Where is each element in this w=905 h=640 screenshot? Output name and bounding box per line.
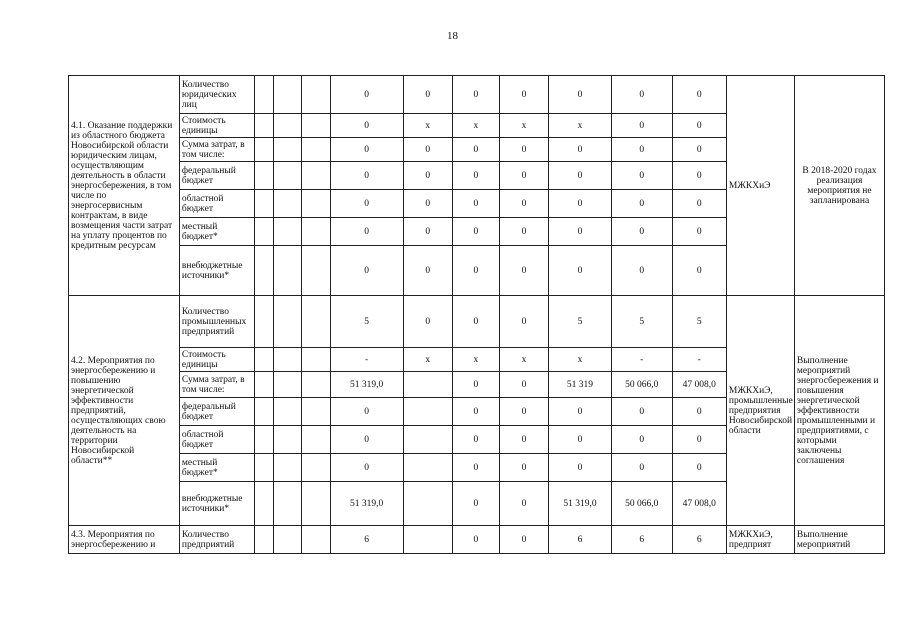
value-cell: - [611, 348, 672, 372]
value-cell: 0 [499, 76, 548, 114]
value-cell: 0 [330, 138, 403, 162]
empty-cell [274, 482, 302, 526]
value-cell: 0 [452, 454, 499, 482]
value-cell: 0 [611, 426, 672, 454]
value-cell: 0 [403, 246, 452, 296]
value-cell: 0 [330, 76, 403, 114]
empty-cell [302, 190, 330, 218]
empty-cell [255, 76, 274, 114]
value-cell: 0 [499, 190, 548, 218]
value-cell: х [403, 348, 452, 372]
value-cell: 0 [499, 246, 548, 296]
value-cell: 0 [549, 398, 612, 426]
empty-cell [274, 296, 302, 348]
value-cell: 50 066,0 [611, 372, 672, 398]
table-row [69, 76, 885, 114]
page-number: 18 [447, 30, 458, 42]
value-cell: 0 [403, 76, 452, 114]
value-cell: 5 [330, 296, 403, 348]
value-cell: 0 [611, 218, 672, 246]
empty-cell [302, 454, 330, 482]
indicator-name: Количество предприятий [179, 526, 254, 554]
indicator-name: местный бюджет* [179, 218, 254, 246]
responsible-organization: МЖКХиЭ, предприят [726, 526, 794, 554]
empty-cell [255, 482, 274, 526]
empty-cell [255, 114, 274, 138]
value-cell: 0 [452, 398, 499, 426]
table-row [69, 296, 885, 348]
value-cell: 0 [549, 190, 612, 218]
empty-cell [274, 114, 302, 138]
expected-result: Выполнение мероприятий энергосбережения и повышения энергетической эффективности промышленными и предприятиями, с которыми заключены соглашения [794, 296, 884, 526]
indicator-name: внебюджетные источники* [179, 482, 254, 526]
value-cell: 51 319,0 [549, 482, 612, 526]
indicator-name: местный бюджет* [179, 454, 254, 482]
value-cell: 6 [549, 526, 612, 554]
value-cell: 0 [672, 76, 726, 114]
value-cell: - [672, 348, 726, 372]
value-cell: 0 [403, 138, 452, 162]
value-cell: 0 [452, 138, 499, 162]
empty-cell [255, 138, 274, 162]
value-cell: 0 [330, 190, 403, 218]
indicator-name: областной бюджет [179, 426, 254, 454]
value-cell: 0 [611, 398, 672, 426]
value-cell: 0 [452, 526, 499, 554]
value-cell: 0 [672, 190, 726, 218]
value-cell [403, 454, 452, 482]
value-cell: 0 [330, 218, 403, 246]
value-cell: 0 [672, 398, 726, 426]
value-cell: 0 [330, 246, 403, 296]
empty-cell [274, 138, 302, 162]
value-cell: 0 [672, 114, 726, 138]
empty-cell [274, 218, 302, 246]
value-cell: 50 066,0 [611, 482, 672, 526]
empty-cell [255, 426, 274, 454]
value-cell: - [330, 348, 403, 372]
value-cell: 0 [549, 454, 612, 482]
empty-cell [302, 426, 330, 454]
empty-cell [274, 526, 302, 554]
table-row [69, 526, 885, 554]
empty-cell [274, 426, 302, 454]
empty-cell [255, 398, 274, 426]
empty-cell [255, 296, 274, 348]
value-cell: 0 [672, 426, 726, 454]
value-cell: 0 [549, 246, 612, 296]
value-cell: 0 [403, 190, 452, 218]
value-cell: 0 [549, 162, 612, 190]
value-cell: 0 [499, 426, 548, 454]
value-cell: х [452, 114, 499, 138]
indicator-name: Количество юридических лиц [179, 76, 254, 114]
value-cell: 0 [499, 398, 548, 426]
empty-cell [255, 372, 274, 398]
value-cell: 6 [672, 526, 726, 554]
value-cell: 0 [611, 114, 672, 138]
responsible-organization: МЖКХиЭ, промышленные предприятия Новосибирской области [726, 296, 794, 526]
value-cell: 47 008,0 [672, 482, 726, 526]
value-cell: 0 [452, 76, 499, 114]
value-cell: 0 [499, 372, 548, 398]
value-cell: 5 [672, 296, 726, 348]
program-table [68, 75, 885, 554]
value-cell: 0 [330, 454, 403, 482]
empty-cell [274, 162, 302, 190]
value-cell: 0 [611, 190, 672, 218]
empty-cell [302, 398, 330, 426]
empty-cell [255, 162, 274, 190]
value-cell: 0 [452, 218, 499, 246]
activity-name: 4.2. Мероприятия по энергосбережению и повышению энергетической эффективности предприятий, осуществляющих свою деятельность на территории Новосибирской области** [69, 296, 180, 526]
indicator-name: федеральный бюджет [179, 398, 254, 426]
indicator-name: внебюджетные источники* [179, 246, 254, 296]
value-cell: 0 [549, 218, 612, 246]
value-cell: 0 [549, 426, 612, 454]
value-cell: 0 [549, 138, 612, 162]
value-cell: 0 [672, 162, 726, 190]
value-cell: 0 [452, 246, 499, 296]
activity-name: 4.1. Оказание поддержки из областного бюджета Новосибирской области юридическим лицам, осуществляющим деятельность в области энергосбережения, в том числе по энергосервисным контрактам, в виде возмещения части затрат на уплату процентов по кредитным ресурсам [69, 76, 180, 296]
value-cell: 0 [452, 426, 499, 454]
value-cell: 6 [330, 526, 403, 554]
value-cell: 0 [499, 454, 548, 482]
indicator-name: Стоимость единицы [179, 348, 254, 372]
empty-cell [302, 246, 330, 296]
empty-cell [274, 372, 302, 398]
empty-cell [255, 218, 274, 246]
empty-cell [302, 348, 330, 372]
value-cell: 0 [330, 398, 403, 426]
value-cell: 0 [611, 246, 672, 296]
empty-cell [302, 296, 330, 348]
value-cell: х [452, 348, 499, 372]
value-cell: 6 [611, 526, 672, 554]
value-cell [403, 526, 452, 554]
value-cell: 0 [330, 426, 403, 454]
empty-cell [274, 454, 302, 482]
value-cell: 47 008,0 [672, 372, 726, 398]
value-cell [403, 398, 452, 426]
empty-cell [302, 372, 330, 398]
expected-result: В 2018-2020 годах реализация мероприятия не запланирована [794, 76, 884, 296]
value-cell: 0 [452, 482, 499, 526]
indicator-name: областной бюджет [179, 190, 254, 218]
indicator-name: Стоимость единицы [179, 114, 254, 138]
value-cell: х [549, 114, 612, 138]
empty-cell [302, 76, 330, 114]
value-cell: 0 [403, 218, 452, 246]
value-cell: 0 [549, 76, 612, 114]
empty-cell [274, 190, 302, 218]
value-cell: 0 [330, 114, 403, 138]
value-cell: 0 [499, 526, 548, 554]
value-cell: 51 319,0 [330, 482, 403, 526]
value-cell: 0 [452, 372, 499, 398]
value-cell [403, 372, 452, 398]
value-cell: 0 [452, 162, 499, 190]
value-cell: 0 [672, 246, 726, 296]
empty-cell [255, 246, 274, 296]
value-cell [403, 426, 452, 454]
empty-cell [274, 398, 302, 426]
value-cell: 0 [452, 190, 499, 218]
value-cell: х [403, 114, 452, 138]
value-cell: 51 319,0 [330, 372, 403, 398]
value-cell: 5 [611, 296, 672, 348]
empty-cell [302, 114, 330, 138]
empty-cell [274, 76, 302, 114]
empty-cell [255, 348, 274, 372]
empty-cell [302, 138, 330, 162]
value-cell: 0 [330, 162, 403, 190]
empty-cell [255, 526, 274, 554]
value-cell: 5 [549, 296, 612, 348]
value-cell: 0 [611, 162, 672, 190]
indicator-name: Сумма затрат, в том числе: [179, 138, 254, 162]
indicator-name: Количество промышленных предприятий [179, 296, 254, 348]
empty-cell [302, 526, 330, 554]
empty-cell [302, 218, 330, 246]
value-cell: 51 319 [549, 372, 612, 398]
value-cell: 0 [499, 162, 548, 190]
value-cell: х [549, 348, 612, 372]
value-cell: 0 [611, 454, 672, 482]
activity-name: 4.3. Мероприятия по энергосбережению и [69, 526, 180, 554]
value-cell: 0 [499, 482, 548, 526]
value-cell: 0 [672, 218, 726, 246]
value-cell: х [499, 114, 548, 138]
empty-cell [255, 454, 274, 482]
value-cell: 0 [499, 138, 548, 162]
expected-result: Выполнение мероприятий [794, 526, 884, 554]
value-cell [403, 482, 452, 526]
empty-cell [274, 246, 302, 296]
value-cell: 0 [672, 454, 726, 482]
value-cell: 0 [611, 76, 672, 114]
value-cell: 0 [611, 138, 672, 162]
responsible-organization: МЖКХиЭ [726, 76, 794, 296]
value-cell: 0 [499, 296, 548, 348]
value-cell: 0 [672, 138, 726, 162]
indicator-name: Сумма затрат, в том числе: [179, 372, 254, 398]
value-cell: х [499, 348, 548, 372]
empty-cell [255, 190, 274, 218]
empty-cell [302, 162, 330, 190]
value-cell: 0 [403, 296, 452, 348]
empty-cell [302, 482, 330, 526]
value-cell: 0 [499, 218, 548, 246]
value-cell: 0 [403, 162, 452, 190]
indicator-name: федеральный бюджет [179, 162, 254, 190]
empty-cell [274, 348, 302, 372]
value-cell: 0 [452, 296, 499, 348]
